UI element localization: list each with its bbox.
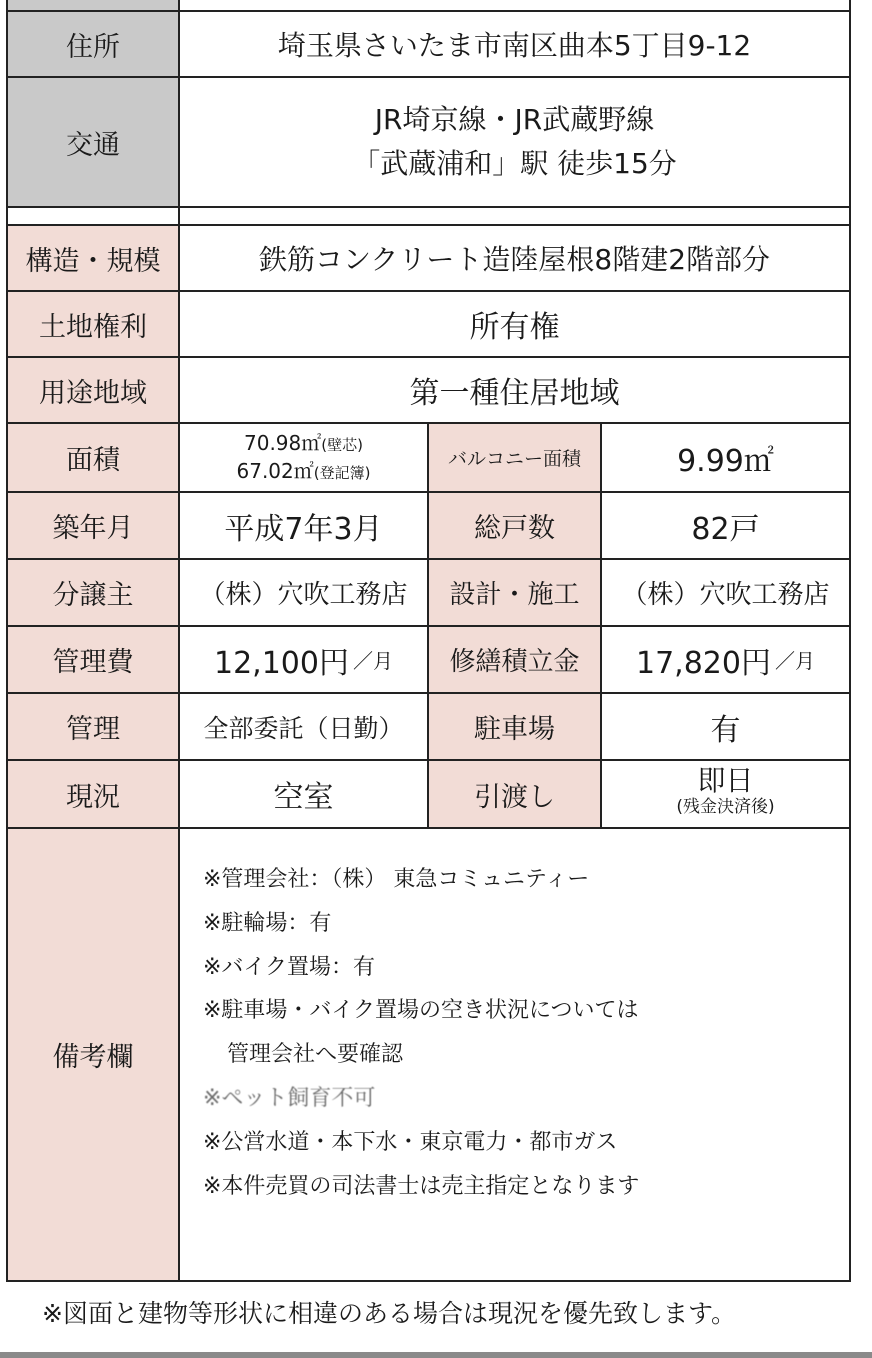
design-construction-label: 設計・施工 [429,560,602,627]
land-rights-label: 土地権利 [6,292,180,358]
area-wall-center-note: (壁芯) [321,435,363,454]
handover-value [602,761,851,829]
address-label: 住所 [6,12,180,78]
area-wall-center: 70.98㎡ [244,430,322,455]
parking-label: 駐車場 [429,694,602,761]
area-registered: 67.02㎡ [236,458,314,483]
management-value: 全部委託（日勤） [180,694,429,761]
remarks-list [203,858,639,1208]
handover-note: (残金決済後) [676,797,775,817]
design-construction-value: （株）穴吹工務店 [602,560,851,627]
repair-reserve-unit: ／月 [774,649,815,673]
management-label: 管理 [6,694,180,761]
remarks-line: ※駐車場・バイク置場の空き状況については [203,998,639,1024]
remarks-line: ※管理会社：（株） 東急コミュニティー [203,867,590,892]
built-value: 平成7年3月 [180,493,429,560]
transport-line-2: 「武蔵浦和」駅 徒歩15分 [352,147,677,180]
repair-reserve-value [602,627,851,694]
area-value [180,424,429,493]
total-units-value: 82戸 [602,493,851,560]
remarks-line: ※ペット飼育不可 [203,1085,376,1111]
handover-label: 引渡し [429,761,602,829]
transport-label: 交通 [6,78,180,208]
status-value: 空室 [180,761,429,829]
spacer-label [6,208,180,226]
parking-value: 有 [602,694,851,761]
transport-line-1: JR埼京線・JR武蔵野線 [374,103,655,136]
handover-main: 即日 [697,764,754,797]
seller-value: （株）穴吹工務店 [180,560,429,627]
repair-reserve-label: 修繕積立金 [429,627,602,694]
built-label: 築年月 [6,493,180,560]
management-fee-value [180,627,429,694]
zoning-label: 用途地域 [6,358,180,424]
management-fee-unit: ／月 [352,649,393,673]
bottom-rule [0,1352,872,1358]
land-rights-value: 所有権 [180,292,851,358]
structure-label: 構造・規模 [6,226,180,292]
remarks-line: ※本件売買の司法書士は売主指定となります [203,1173,640,1199]
area-registered-note: (登記簿) [313,463,371,482]
status-label: 現況 [6,761,180,829]
address-value: 埼玉県さいたま市南区曲本5丁目9-12 [180,12,851,78]
zoning-value: 第一種住居地域 [180,358,851,424]
transport-value [180,78,851,208]
remarks-line: ※バイク置場：有 [203,954,375,980]
structure-value: 鉄筋コンクリート造陸屋根8階建2階部分 [180,226,851,292]
remarks-line: 管理会社へ要確認 [227,1042,404,1068]
management-fee-label: 管理費 [6,627,180,694]
area-label: 面積 [6,424,180,493]
top-stub-value [180,0,851,12]
remarks-label: 備考欄 [6,829,180,1282]
seller-label: 分譲主 [6,560,180,627]
spacer-value [180,208,851,226]
management-fee-amount: 12,100円 [214,645,349,681]
repair-reserve-amount: 17,820円 [636,645,771,681]
total-units-label: 総戸数 [429,493,602,560]
remarks-line: ※駐輪場：有 [203,910,332,936]
balcony-area-value: 9.99㎡ [602,424,851,493]
balcony-area-label: バルコニー面積 [429,424,602,493]
remarks-line: ※公営水道・本下水・東京電力・都市ガス [203,1129,618,1155]
top-stub-label [6,0,180,12]
footnote: ※図面と建物等形状に相違のある場合は現況を優先致します。 [42,1299,736,1328]
